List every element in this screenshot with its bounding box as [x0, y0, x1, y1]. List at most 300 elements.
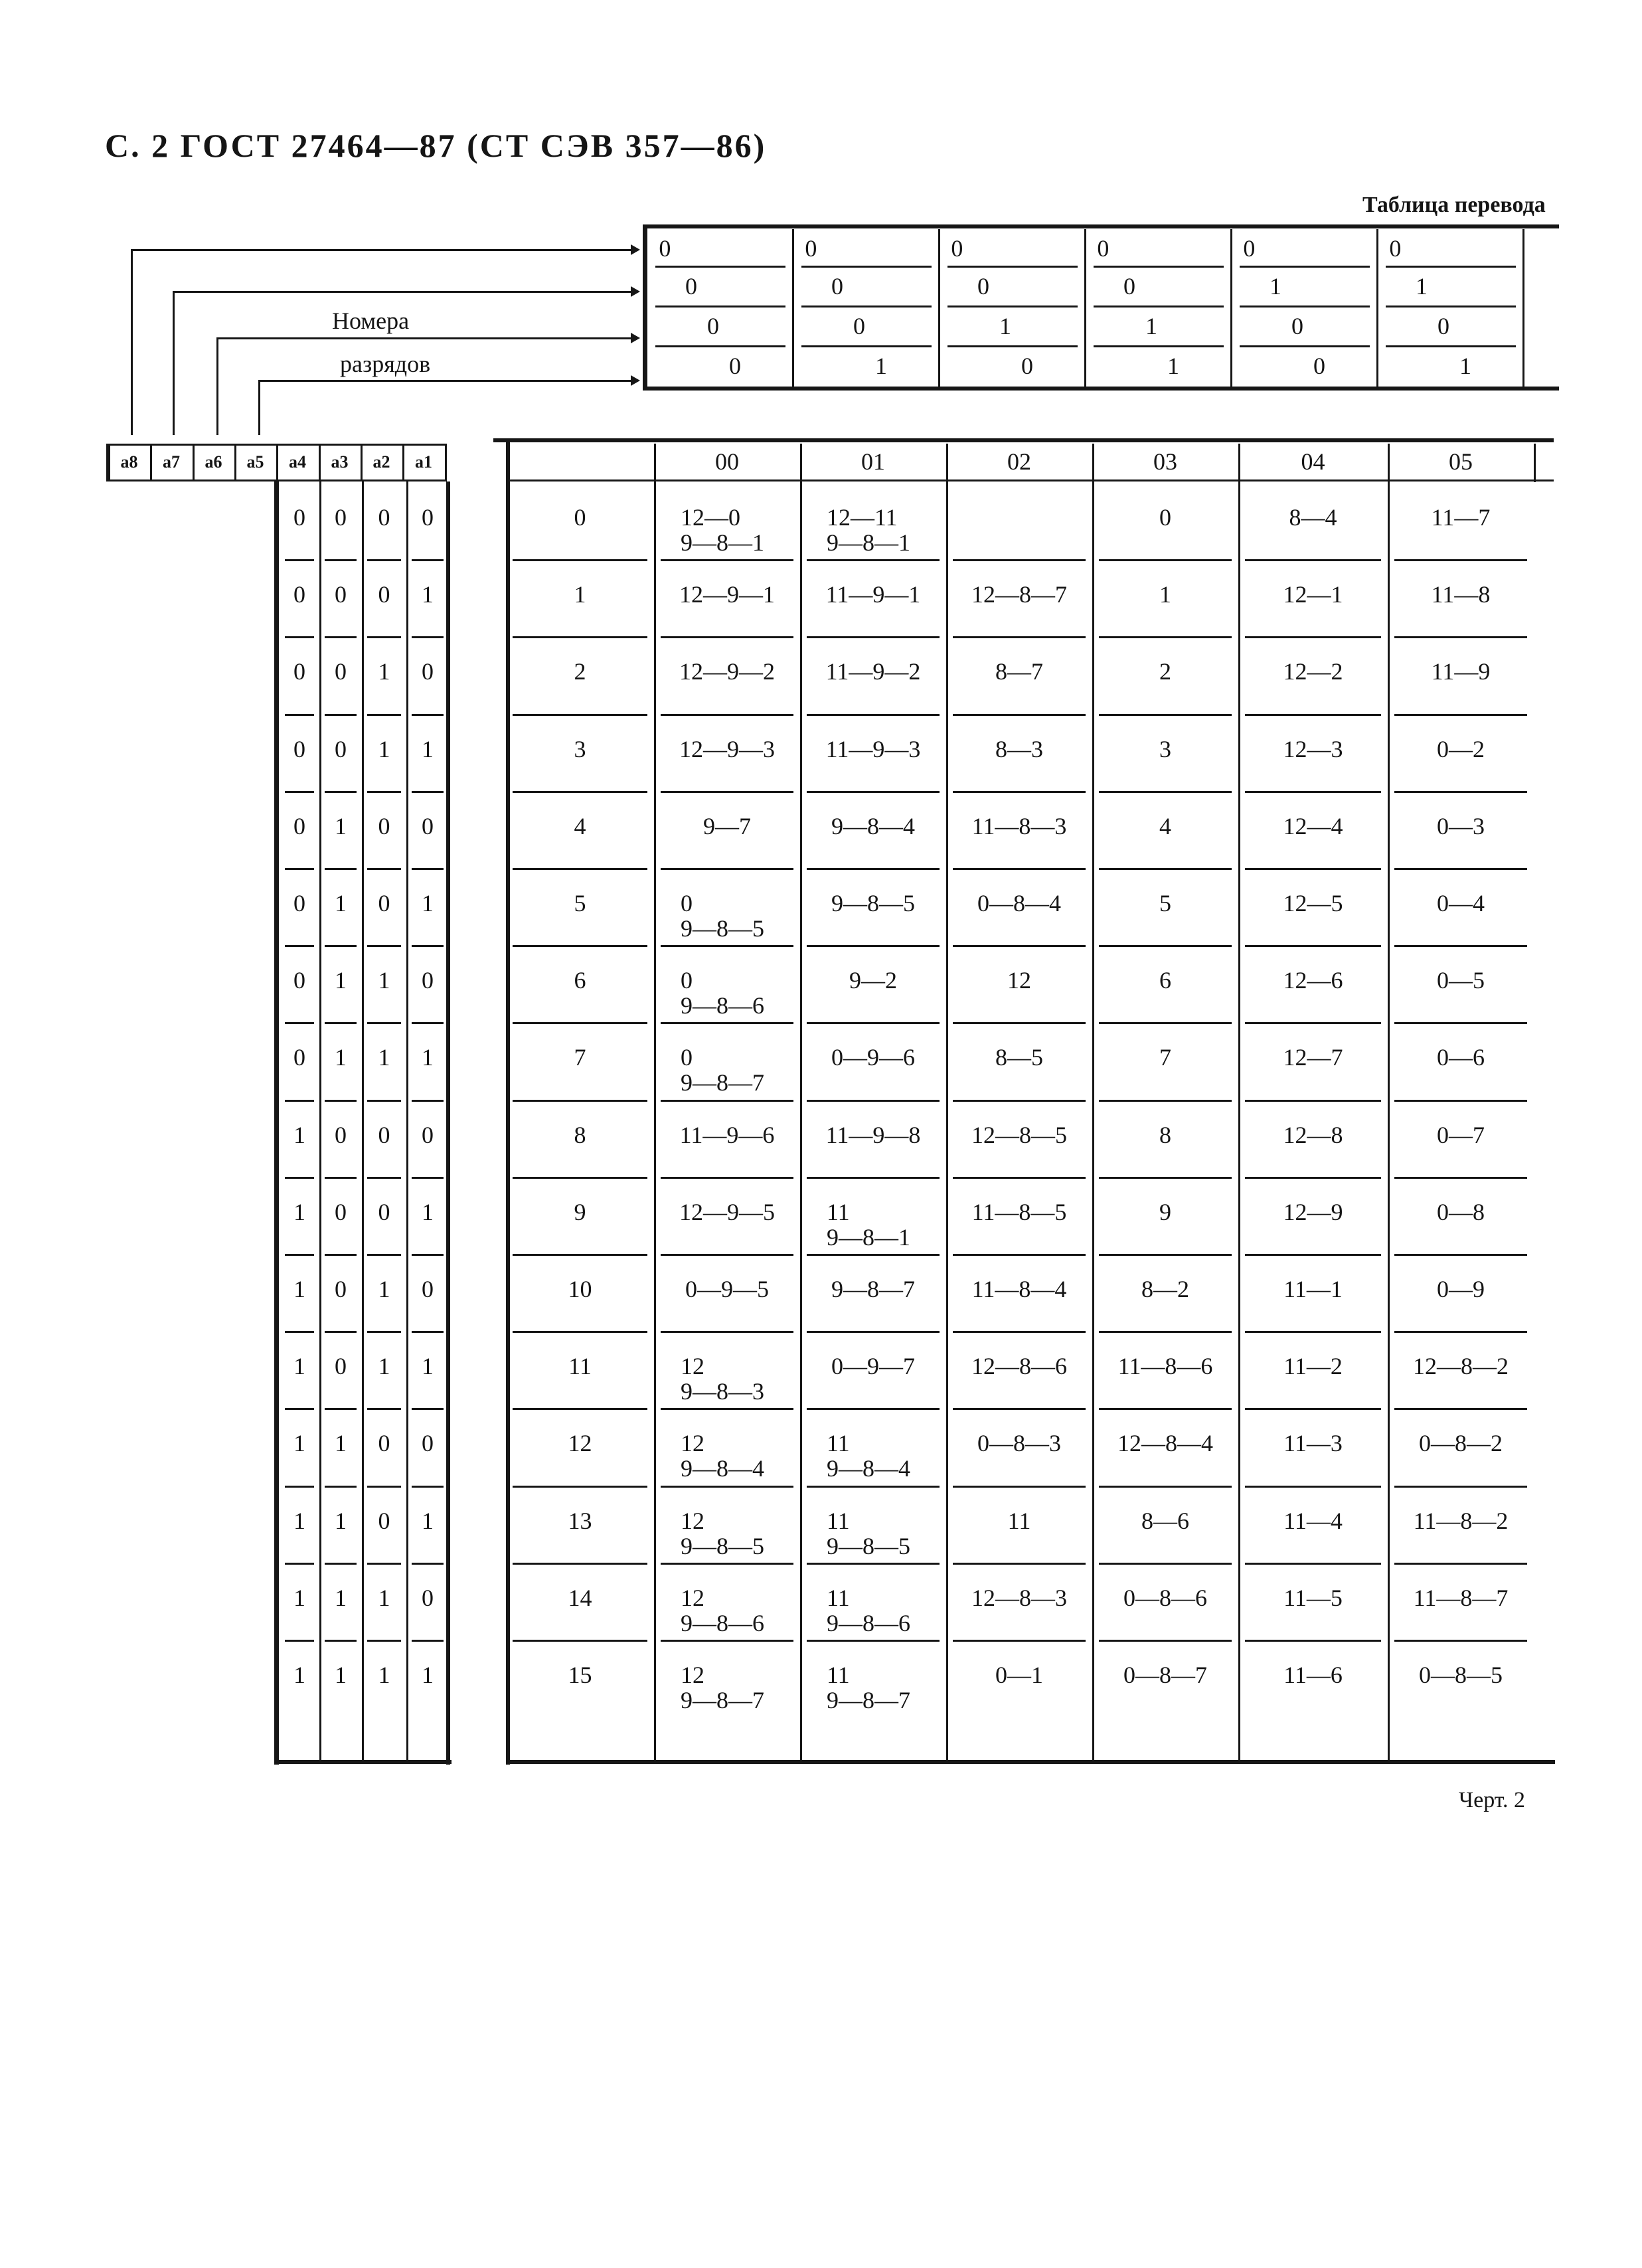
arrow-icon	[631, 375, 640, 386]
code-cell: 8—5	[995, 1044, 1043, 1071]
main-row-divider	[513, 1100, 647, 1102]
row-index: 6	[574, 967, 586, 994]
lower-bit-value: 1	[422, 1353, 434, 1380]
main-row-divider	[1099, 1331, 1232, 1333]
code-cell: 11—9—8	[825, 1121, 921, 1148]
code-cell: 12—8—4	[1117, 1430, 1213, 1457]
upper-row-divider	[1386, 266, 1516, 268]
main-row-divider	[953, 1331, 1086, 1333]
lower-bit-value: 1	[335, 812, 347, 839]
upper-bit-value: 1	[875, 353, 887, 379]
code-cell: 12 9—8—7	[681, 1662, 764, 1713]
main-row-divider	[513, 945, 647, 947]
pointer-vertical	[173, 291, 175, 435]
upper-bit-value: 0	[659, 235, 671, 262]
upper-bit-value: 0	[853, 313, 865, 339]
code-cell: 11—9	[1431, 658, 1491, 685]
main-row-divider	[661, 636, 793, 638]
row-index: 12	[568, 1430, 592, 1457]
main-row-divider	[1245, 1177, 1381, 1179]
bit-numbers-label-2: разрядов	[340, 351, 431, 377]
lower-bit-value: 0	[293, 581, 305, 608]
main-row-divider	[1099, 1100, 1232, 1102]
code-cell: 9—2	[849, 967, 897, 994]
main-row-divider	[1394, 714, 1527, 716]
lower-bit-value: 1	[293, 1430, 305, 1457]
main-row-divider	[513, 1022, 647, 1024]
main-row-divider	[1245, 945, 1381, 947]
main-row-divider	[953, 1100, 1086, 1102]
code-cell: 0—4	[1437, 890, 1485, 916]
upper-row-divider	[655, 305, 785, 307]
lower-bit-value: 0	[378, 581, 390, 608]
lower-row-divider	[367, 1563, 401, 1565]
code-cell: 11—1	[1283, 1276, 1343, 1302]
lower-bit-value: 1	[422, 1198, 434, 1225]
lower-row-divider	[412, 1563, 444, 1565]
main-row-divider	[1394, 1254, 1527, 1256]
main-row-divider	[513, 1254, 647, 1256]
bit-header-a2: a2	[372, 452, 390, 472]
main-row-divider	[953, 1254, 1086, 1256]
lower-bit-value: 1	[378, 1662, 390, 1688]
bit-header-a1: a1	[415, 452, 432, 472]
main-row-divider	[1099, 868, 1232, 870]
main-row-divider	[807, 636, 940, 638]
code-cell: 11—2	[1283, 1353, 1343, 1380]
upper-row-divider	[1094, 345, 1224, 347]
lower-row-divider	[325, 1563, 357, 1565]
upper-bit-value: 1	[1145, 313, 1157, 339]
lower-bit-value: 0	[293, 1044, 305, 1071]
main-row-divider	[1099, 714, 1232, 716]
upper-row-divider	[801, 266, 932, 268]
main-row-divider	[513, 1408, 647, 1410]
lower-row-divider	[285, 1331, 314, 1333]
lower-bit-value: 1	[293, 1584, 305, 1611]
row-index: 10	[568, 1276, 592, 1302]
main-row-divider	[953, 559, 1086, 561]
lower-bit-value: 0	[293, 735, 305, 762]
code-cell: 12—5	[1283, 890, 1343, 916]
upper-bit-value: 0	[1243, 235, 1256, 262]
lower-bit-value: 0	[335, 1198, 347, 1225]
code-cell: 0 9—8—7	[681, 1044, 764, 1096]
lower-bit-value: 1	[422, 1507, 434, 1534]
lower-row-divider	[325, 1100, 357, 1102]
lower-row-divider	[325, 1022, 357, 1024]
row-index: 5	[574, 890, 586, 916]
main-row-divider	[953, 1640, 1086, 1642]
bit-header-a5: a5	[246, 452, 264, 472]
code-cell: 12—11 9—8—1	[827, 504, 910, 556]
lower-bit-value: 1	[422, 1044, 434, 1071]
code-cell: 12—9—3	[679, 735, 775, 762]
upper-bit-value: 0	[1021, 353, 1033, 379]
code-cell: 9	[1159, 1198, 1171, 1225]
code-cell: 12 9—8—3	[681, 1353, 764, 1405]
lower-bit-value: 0	[335, 735, 347, 762]
lower-row-divider	[285, 868, 314, 870]
arrow-icon	[631, 333, 640, 343]
lower-bit-value: 1	[422, 581, 434, 608]
lower-bit-value: 1	[335, 1044, 347, 1071]
row-index: 2	[574, 658, 586, 685]
upper-bit-value: 0	[831, 273, 843, 300]
main-row-divider	[807, 1331, 940, 1333]
upper-bit-value: 0	[1389, 235, 1402, 262]
code-cell: 0—6	[1437, 1044, 1485, 1071]
lower-col-divider	[362, 481, 364, 1760]
lower-bit-value: 0	[422, 1584, 434, 1611]
upper-row-divider	[947, 305, 1078, 307]
main-row-divider	[1245, 868, 1381, 870]
lower-row-divider	[412, 945, 444, 947]
upper-row-divider	[947, 266, 1078, 268]
main-row-divider	[1245, 1022, 1381, 1024]
lower-row-divider	[412, 1331, 444, 1333]
main-right-edge	[1534, 444, 1536, 482]
main-row-divider	[1394, 1563, 1527, 1565]
code-cell: 0—9—5	[685, 1276, 769, 1302]
upper-bit-value: 0	[707, 313, 719, 339]
lower-bit-value: 0	[335, 658, 347, 685]
main-row-divider	[1245, 1408, 1381, 1410]
code-cell: 11 9—8—1	[827, 1198, 910, 1251]
main-row-divider	[661, 1100, 793, 1102]
lower-row-divider	[285, 1640, 314, 1642]
main-row-divider	[1099, 1022, 1232, 1024]
column-header: 03	[1153, 448, 1177, 475]
bit-numbers-label: Номера	[332, 307, 410, 334]
code-cell: 0 9—8—6	[681, 967, 764, 1019]
lower-row-divider	[285, 1563, 314, 1565]
main-col-divider	[1238, 444, 1240, 1762]
upper-bit-value: 0	[977, 273, 989, 300]
main-row-divider	[1099, 791, 1232, 793]
main-row-divider	[1099, 945, 1232, 947]
lower-bit-value: 0	[335, 1353, 347, 1380]
lower-row-divider	[412, 791, 444, 793]
code-cell: 3	[1159, 735, 1171, 762]
pointer-vertical	[258, 380, 260, 435]
main-row-divider	[1245, 1640, 1381, 1642]
lower-row-divider	[325, 636, 357, 638]
pointer-vertical	[216, 337, 218, 435]
row-index: 15	[568, 1662, 592, 1688]
upper-row-divider	[947, 345, 1078, 347]
pointer-horizontal	[131, 249, 634, 251]
upper-row-divider	[1240, 345, 1370, 347]
lower-bit-value: 1	[293, 1198, 305, 1225]
code-cell: 11—3	[1283, 1430, 1343, 1457]
upper-row-divider	[655, 345, 785, 347]
upper-bit-value: 1	[999, 313, 1011, 339]
main-row-divider	[807, 559, 940, 561]
bit-header-a3: a3	[331, 452, 349, 472]
row-index: 3	[574, 735, 586, 762]
lower-row-divider	[367, 636, 401, 638]
lower-bit-value: 1	[422, 735, 434, 762]
main-row-divider	[1099, 1254, 1232, 1256]
code-cell: 11—8—4	[971, 1276, 1067, 1302]
code-cell: 0—3	[1437, 812, 1485, 839]
code-cell: 0—8—7	[1123, 1662, 1207, 1688]
lower-bit-value: 0	[293, 812, 305, 839]
code-cell: 12—9—5	[679, 1198, 775, 1225]
code-cell: 11 9—8—5	[827, 1507, 910, 1559]
lower-bit-value: 0	[335, 504, 347, 531]
lower-bit-value: 1	[378, 1584, 390, 1611]
main-row-divider	[513, 1177, 647, 1179]
code-cell: 7	[1159, 1044, 1171, 1071]
lower-row-divider	[285, 1486, 314, 1488]
code-cell: 0—9—7	[831, 1353, 915, 1380]
lower-bit-value: 0	[335, 581, 347, 608]
upper-bit-value: 0	[1437, 313, 1449, 339]
code-cell: 12—7	[1283, 1044, 1343, 1071]
code-cell: 0—8—6	[1123, 1584, 1207, 1611]
arrow-icon	[631, 244, 640, 255]
main-row-divider	[953, 868, 1086, 870]
code-cell: 8—6	[1141, 1507, 1189, 1534]
lower-bit-value: 1	[422, 890, 434, 916]
code-cell: 0—9—6	[831, 1044, 915, 1071]
main-row-divider	[1394, 636, 1527, 638]
lower-col-divider	[406, 481, 408, 1760]
code-cell: 8—4	[1289, 504, 1337, 531]
main-row-divider	[1394, 1486, 1527, 1488]
main-row-divider	[661, 868, 793, 870]
code-cell: 11—8—2	[1413, 1507, 1509, 1534]
upper-row-divider	[1240, 305, 1370, 307]
lower-row-divider	[325, 1331, 357, 1333]
main-row-divider	[513, 1486, 647, 1488]
main-row-divider	[1394, 791, 1527, 793]
code-cell: 12—9—2	[679, 658, 775, 685]
upper-col-divider	[1522, 229, 1524, 389]
code-cell: 0—1	[995, 1662, 1043, 1688]
main-row-divider	[807, 791, 940, 793]
upper-row-divider	[1386, 345, 1516, 347]
main-row-divider	[661, 1408, 793, 1410]
main-col-divider	[800, 444, 802, 1762]
upper-bit-value: 0	[729, 353, 741, 379]
lower-bit-value: 0	[378, 1430, 390, 1457]
code-cell: 8—3	[995, 735, 1043, 762]
main-row-divider	[513, 714, 647, 716]
row-index: 9	[574, 1198, 586, 1225]
main-row-divider	[513, 791, 647, 793]
code-cell: 0—8—2	[1419, 1430, 1503, 1457]
row-index: 1	[574, 581, 586, 608]
lower-row-divider	[367, 1022, 401, 1024]
main-row-divider	[1245, 1563, 1381, 1565]
lower-row-divider	[367, 714, 401, 716]
code-cell: 12—2	[1283, 658, 1343, 685]
lower-bit-value: 0	[378, 1507, 390, 1534]
main-row-divider	[1245, 1254, 1381, 1256]
lower-bit-value: 0	[422, 658, 434, 685]
lower-row-divider	[412, 1022, 444, 1024]
lower-row-divider	[412, 1640, 444, 1642]
code-cell: 6	[1159, 967, 1171, 994]
lower-row-divider	[412, 1486, 444, 1488]
main-row-divider	[513, 1640, 647, 1642]
lower-bottom-border	[279, 1760, 452, 1764]
lower-row-divider	[285, 1408, 314, 1410]
code-cell: 9—8—7	[831, 1276, 915, 1302]
code-cell: 11—8—5	[971, 1198, 1067, 1225]
main-row-divider	[807, 1254, 940, 1256]
main-row-divider	[661, 1022, 793, 1024]
main-row-divider	[661, 1486, 793, 1488]
lower-bit-value: 1	[293, 1662, 305, 1688]
main-row-divider	[1245, 1486, 1381, 1488]
code-cell: 11—8—6	[1117, 1353, 1213, 1380]
upper-bit-value: 0	[1291, 313, 1303, 339]
lower-row-divider	[285, 1022, 314, 1024]
main-row-divider	[807, 1486, 940, 1488]
main-row-divider	[953, 636, 1086, 638]
main-row-divider	[513, 1563, 647, 1565]
main-row-divider	[807, 714, 940, 716]
lower-bit-value: 1	[293, 1507, 305, 1534]
lower-row-divider	[285, 714, 314, 716]
lower-bit-value: 0	[293, 890, 305, 916]
pointer-horizontal	[258, 380, 634, 382]
bit-header-a8: a8	[120, 452, 138, 472]
lower-row-divider	[325, 868, 357, 870]
upper-bit-value: 1	[1416, 273, 1428, 300]
code-cell: 11—8—7	[1413, 1584, 1509, 1611]
upper-row-divider	[801, 345, 932, 347]
lower-bit-value: 1	[293, 1121, 305, 1148]
lower-bit-value: 0	[378, 890, 390, 916]
lower-bit-value: 1	[378, 1276, 390, 1302]
code-cell: 12—3	[1283, 735, 1343, 762]
main-row-divider	[661, 1177, 793, 1179]
lower-bit-value: 1	[335, 1662, 347, 1688]
main-row-divider	[513, 1331, 647, 1333]
lower-row-divider	[367, 945, 401, 947]
upper-row-divider	[655, 266, 785, 268]
lower-bit-value: 1	[378, 1044, 390, 1071]
lower-row-divider	[412, 1100, 444, 1102]
lower-row-divider	[412, 1408, 444, 1410]
lower-row-divider	[325, 559, 357, 561]
main-row-divider	[953, 714, 1086, 716]
code-cell: 11 9—8—4	[827, 1430, 910, 1482]
lower-bit-value: 0	[378, 1198, 390, 1225]
lower-bit-value: 0	[335, 1276, 347, 1302]
lower-row-divider	[412, 1177, 444, 1179]
lower-bit-value: 0	[422, 1430, 434, 1457]
code-cell: 11—9—1	[825, 581, 921, 608]
main-row-divider	[807, 1022, 940, 1024]
pointer-horizontal	[216, 337, 634, 339]
arrow-icon	[631, 286, 640, 297]
column-header: 05	[1449, 448, 1473, 475]
code-cell: 11—8	[1431, 581, 1491, 608]
main-row-divider	[1099, 1408, 1232, 1410]
main-row-divider	[1245, 714, 1381, 716]
main-row-divider	[807, 1563, 940, 1565]
code-cell: 2	[1159, 658, 1171, 685]
code-cell: 9—8—4	[831, 812, 915, 839]
upper-bit-value: 1	[1167, 353, 1179, 379]
code-cell: 11 9—8—7	[827, 1662, 910, 1713]
code-cell: 0—2	[1437, 735, 1485, 762]
code-cell: 8—7	[995, 658, 1043, 685]
upper-row-divider	[1240, 266, 1370, 268]
lower-row-divider	[325, 1640, 357, 1642]
main-header-bottom	[508, 480, 1554, 481]
code-cell: 12 9—8—4	[681, 1430, 764, 1482]
lower-bit-value: 0	[293, 967, 305, 994]
main-col-divider	[1092, 444, 1094, 1762]
lower-bit-value: 0	[422, 1276, 434, 1302]
main-row-divider	[807, 945, 940, 947]
lower-row-divider	[285, 1254, 314, 1256]
row-index: 11	[568, 1353, 592, 1380]
main-row-divider	[661, 1254, 793, 1256]
lower-bit-value: 0	[293, 504, 305, 531]
main-row-divider	[807, 1177, 940, 1179]
main-row-divider	[1394, 1640, 1527, 1642]
lower-bit-value: 1	[378, 658, 390, 685]
column-header: 04	[1301, 448, 1325, 475]
column-header: 00	[715, 448, 739, 475]
main-row-divider	[953, 1563, 1086, 1565]
code-cell: 1	[1159, 581, 1171, 608]
main-row-divider	[1394, 1331, 1527, 1333]
main-row-divider	[807, 1100, 940, 1102]
lower-row-divider	[367, 559, 401, 561]
main-row-divider	[661, 791, 793, 793]
lower-bit-value: 0	[335, 1121, 347, 1148]
code-cell: 9—7	[703, 812, 751, 839]
main-row-divider	[1099, 1177, 1232, 1179]
code-cell: 11—7	[1431, 504, 1491, 531]
lower-bit-value: 1	[422, 1662, 434, 1688]
main-row-divider	[953, 1408, 1086, 1410]
lower-row-divider	[285, 559, 314, 561]
code-cell: 12	[1007, 967, 1031, 994]
upper-bit-value: 1	[1459, 353, 1471, 379]
lower-row-divider	[285, 636, 314, 638]
code-cell: 0—8—3	[977, 1430, 1061, 1457]
code-cell: 12—9—1	[679, 581, 775, 608]
code-cell: 11—9—3	[825, 735, 921, 762]
main-row-divider	[1245, 559, 1381, 561]
main-left-border	[506, 438, 510, 1765]
code-cell: 12—8—2	[1413, 1353, 1509, 1380]
main-row-divider	[1245, 636, 1381, 638]
row-index: 14	[568, 1584, 592, 1611]
code-cell: 12—1	[1283, 581, 1343, 608]
row-index: 13	[568, 1507, 592, 1534]
upper-bottom-border	[643, 387, 1559, 391]
main-bottom-border	[508, 1760, 1555, 1764]
main-row-divider	[807, 868, 940, 870]
code-cell: 0—5	[1437, 967, 1485, 994]
lower-row-divider	[367, 1254, 401, 1256]
code-cell: 9—8—5	[831, 890, 915, 916]
lower-row-divider	[412, 868, 444, 870]
main-row-divider	[1394, 1177, 1527, 1179]
code-cell: 11—9—6	[679, 1121, 775, 1148]
